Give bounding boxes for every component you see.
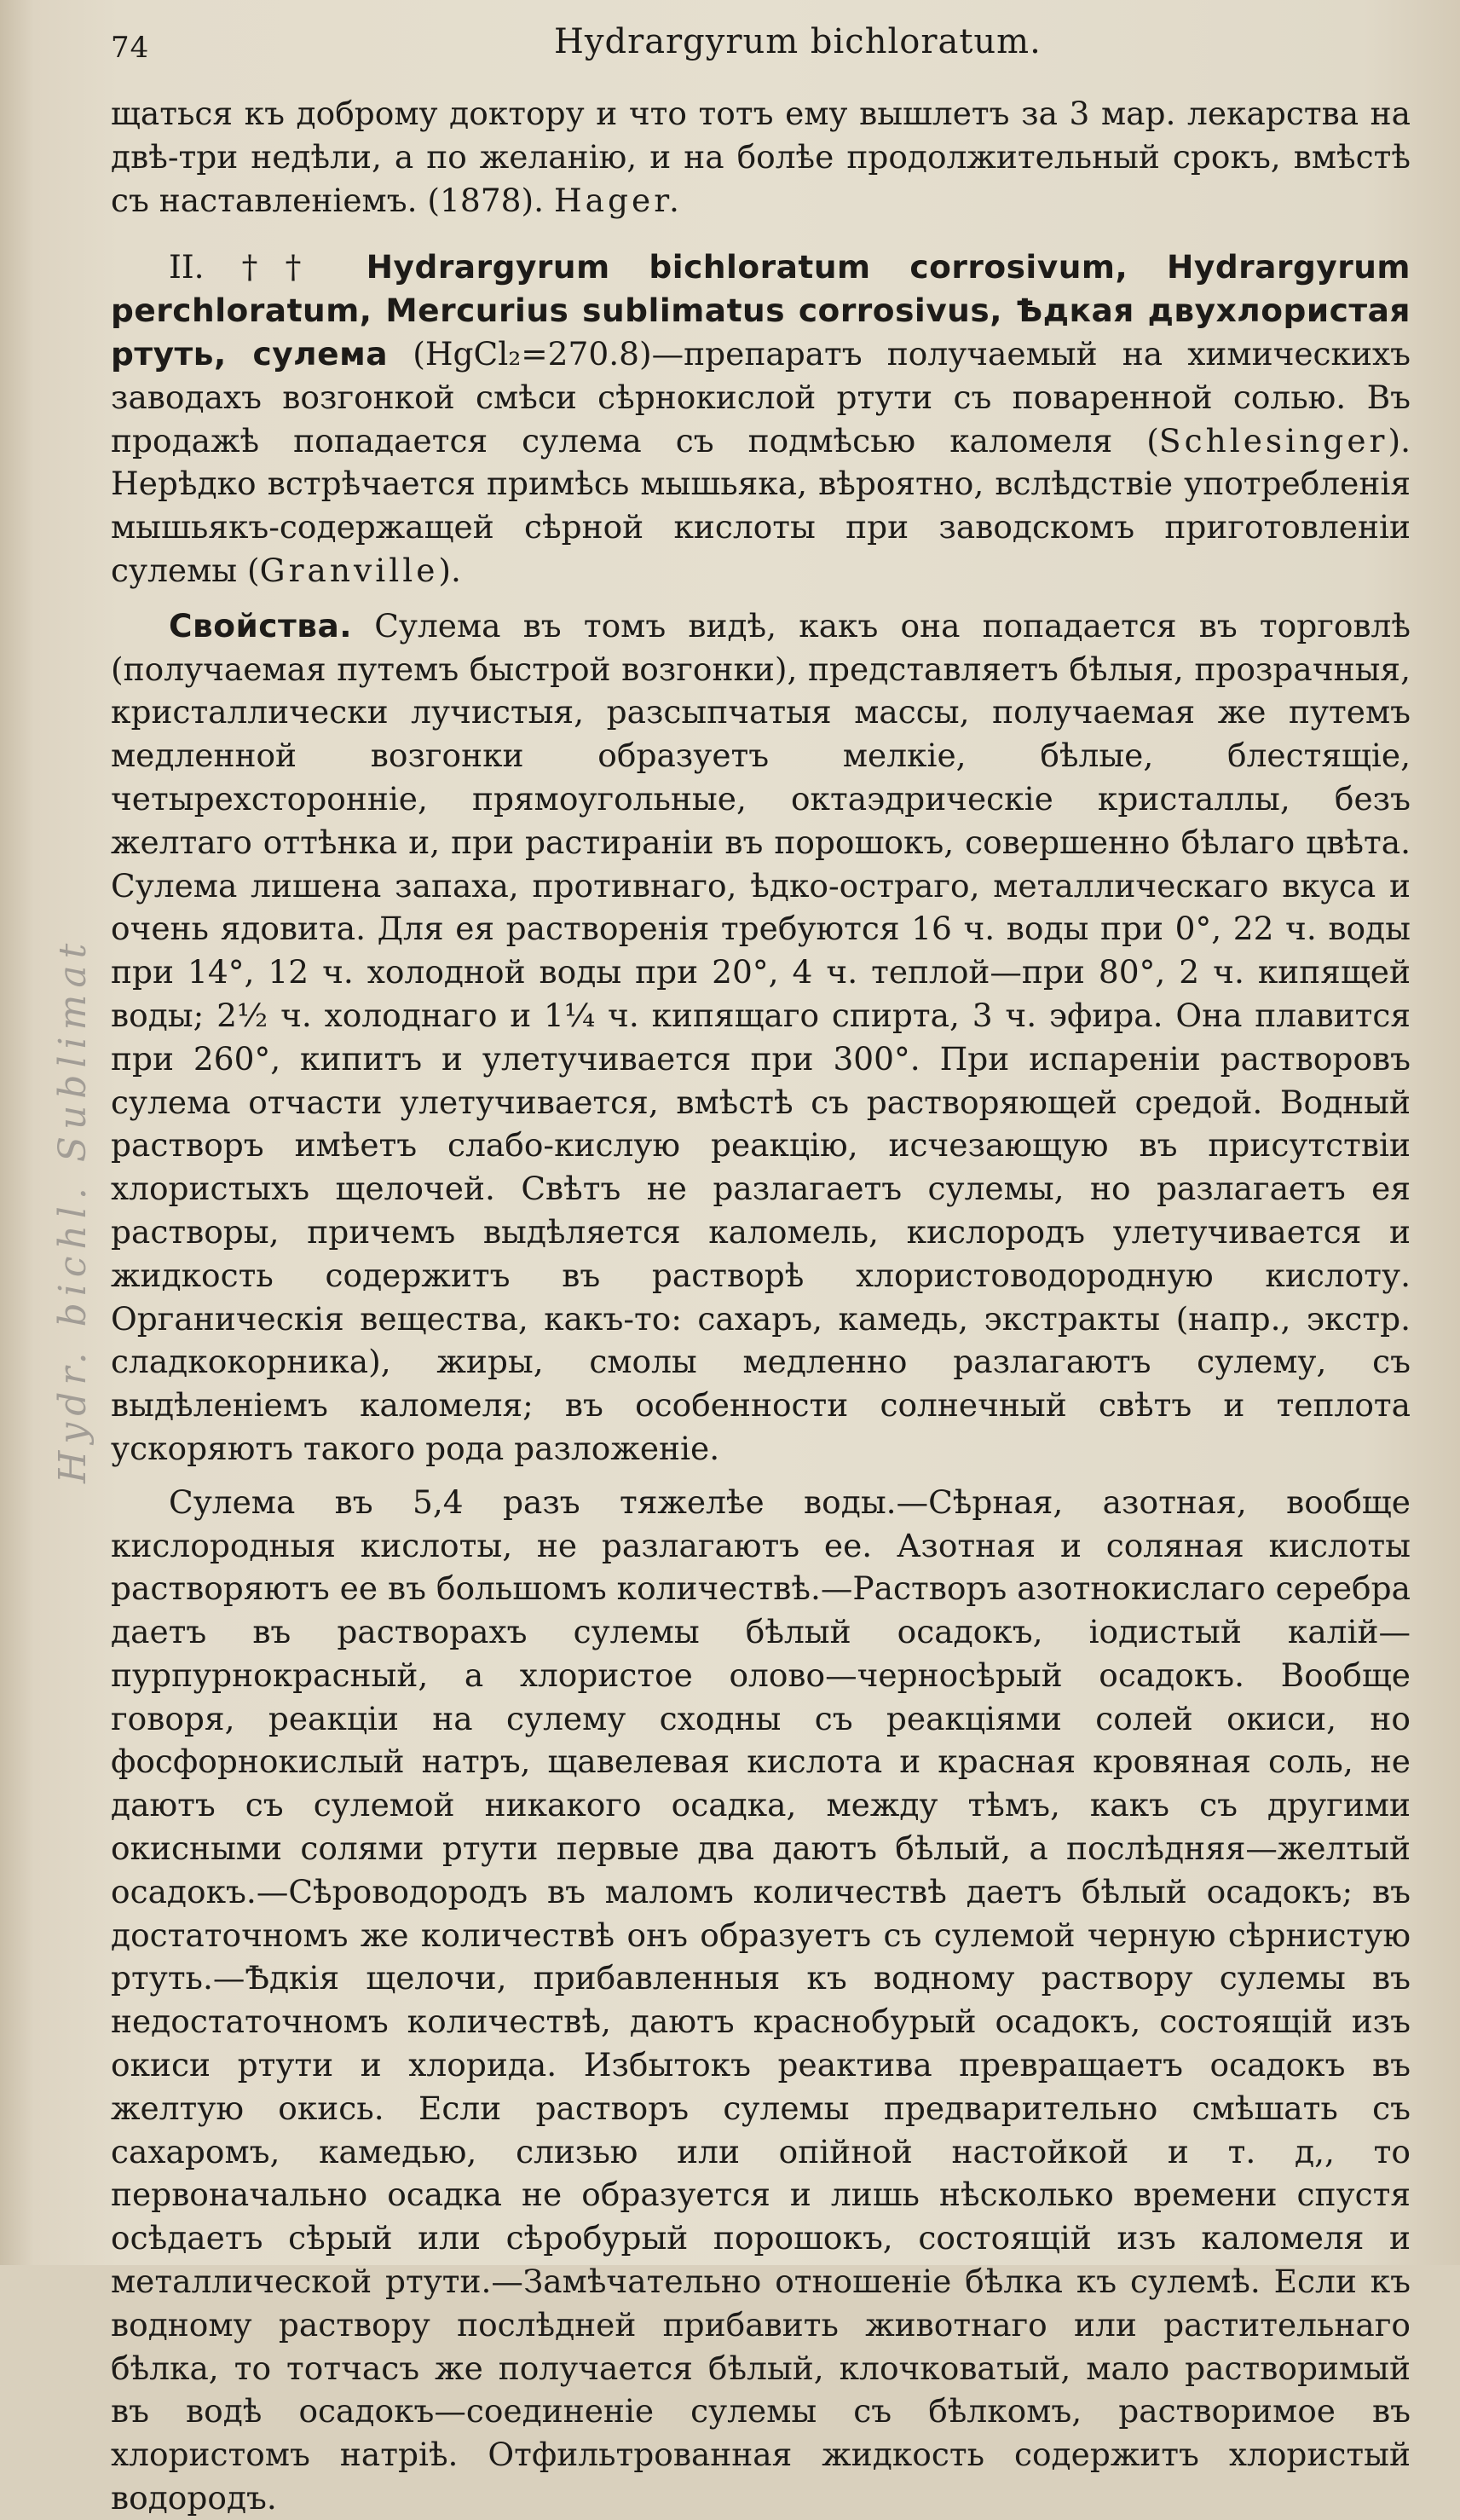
paragraph-text: ). xyxy=(438,551,461,589)
page-header xyxy=(111,22,1406,73)
running-title: Hydrargyrum bichloratum. xyxy=(554,22,1042,61)
paragraph-text: Сулема въ 5,4 разъ тяжелѣе воды.—Сѣрная, азотная, вообще кислородныя кислоты, не разлагаютъ ее. Азотная и соляная кислоты растворяютъ ее въ большомъ количествѣ.—Растворъ азотнокислаго серебра даетъ въ растворахъ сулемы бѣлый осадокъ, іодистый калій—пурпурнокрасный, а хлористое олово—черносѣрый осадокъ. Вообще говоря, реакціи на сулему сходны съ реакціями солей окиси, но фосфорнокислый натръ, щавелевая кислота и красная кровяная соль, не даютъ съ сулемой никакого осадка, между тѣмъ, какъ съ другими окисными солями ртути первые два даютъ бѣлый, а послѣдняя—желтый осадокъ.—Сѣроводородъ въ маломъ количествѣ даетъ бѣлый осадокъ; въ достаточномъ же количествѣ онъ образуетъ съ сулемой черную сѣрнистую ртуть.—Ѣдкія щелочи, прибавленныя къ водному раствору сулемы въ недостаточномъ количествѣ, даютъ краснобурый осадокъ, состоящій изъ окиси ртути и хлорида. Избытокъ реактива превращаетъ осадокъ въ желтую окись. Если растворъ сулемы предварительно смѣшать съ сахаромъ, камедью, слизью или опійной настойкой и т. д,, то первоначально осадка не образуется и лишь нѣсколько времени спустя осѣдаетъ сѣрый или сѣробурый порошокъ, состоящій изъ каломеля и металлической ртути.—Замѣчательно отношеніе бѣлка къ сулемѣ. Если къ водному раствору послѣдней прибавить животнаго или растительнаго бѣлка, то тотчасъ же получается бѣлый, клочковатый, мало растворимый въ водѣ осадокъ—соединеніе сулемы съ бѣлкомъ, растворимое въ хлористомъ натріѣ. Отфильтрованная жидкость содержитъ хлористый водородъ. xyxy=(111,1483,1411,2517)
entry-names: Hydrargyrum bichloratum corrosivum, Hydrargyrum perchloratum, Mercurius sublimatus corrosivus, Ѣдкая двухлористая ртуть, сулема xyxy=(111,248,1411,373)
paragraph-text: щаться къ доброму доктору и что тотъ ему вышлетъ за 3 мар. лекарства на двѣ-три недѣли, а по желанію, и на болѣе продолжительный срокъ, вмѣстѣ съ наставленіемъ. (1878). xyxy=(111,95,1411,219)
paragraph-reactions xyxy=(111,1481,1411,2520)
author-citation: Hager. xyxy=(553,181,683,219)
paragraph-text: —препаратъ получаемый на химическихъ заводахъ возгонкой смѣси сѣрнокислой ртути съ поваренной солью. Въ продажѣ попадается сулема съ подмѣсью каломеля ( xyxy=(111,334,1411,459)
author-citation: Granville xyxy=(259,551,439,589)
paragraph-text: Сулема въ томъ видѣ, какъ она попадается въ торговлѣ (получаемая путемъ быстрой возгонки), представляетъ бѣлыя, прозрачныя, кристаллически лучистыя, разсыпчатыя массы, получаемая же путемъ медленной возгонки образуетъ мелкіе, бѣлые, блестящіе, четырехсторонніе, прямоугольные, октаэдрическіе кристаллы, безъ желтаго оттѣнка и, при растираніи въ порошокъ, совершенно бѣлаго цвѣта. Сулема лишена запаха, противнаго, ѣдко-остраго, металлическаго вкуса и очень ядовита. Для ея растворенія требуются 16 ч. воды при 0°, 22 ч. воды при 14°, 12 ч. холодной воды при 20°, 4 ч. теплой—при 80°, 2 ч. кипящей воды; 2½ ч. холоднаго и 1¼ ч. кипящаго спирта, 3 ч. эфира. Она плавится при 260°, кипитъ и улетучивается при 300°. При испареніи растворовъ сулема отчасти улетучивается, вмѣстѣ съ растворяющей средой. Водный растворъ имѣетъ слабо-кислую реакцію, исчезающую въ присутствіи хлористыхъ щелочей. Свѣтъ не разлагаетъ сулемы, но разлагаетъ ея растворы, причемъ выдѣляется каломель, кислородъ улетучивается и жидкость содержитъ въ растворѣ хлористоводородную кислоту. Органическія вещества, какъ-то: сахаръ, камедь, экстракты (напр., экстр. сладкокорника), жиры, смолы медленно разлагаютъ сулему, съ выдѣленіемъ каломеля; въ особенности солнечный свѣтъ и теплота ускоряютъ такого рода разложеніе. xyxy=(111,606,1411,1467)
paragraph-continuation xyxy=(111,92,1411,222)
chemical-formula: (HgCl₂=270.8) xyxy=(413,334,652,373)
handwritten-margin-note xyxy=(3,529,95,1492)
paragraph-text: ). Нерѣдко встрѣчается примѣсь мышьяка, вѣроятно, вслѣдствіе употребленія мышьякъ-содержащей сѣрной кислоты при заводскомъ приготовленіи сулемы ( xyxy=(111,421,1411,589)
author-citation: Schlesinger xyxy=(1158,421,1388,459)
margin-note-text: Hydr. bichl. Sublimat xyxy=(51,936,95,1483)
body-text xyxy=(111,92,1411,2520)
paragraph-entry-ii xyxy=(111,246,1411,592)
entry-number: II. †† xyxy=(169,248,329,286)
paragraph-properties xyxy=(111,604,1411,1471)
section-heading: Свойства. xyxy=(169,606,353,644)
page-number: 74 xyxy=(111,31,150,65)
